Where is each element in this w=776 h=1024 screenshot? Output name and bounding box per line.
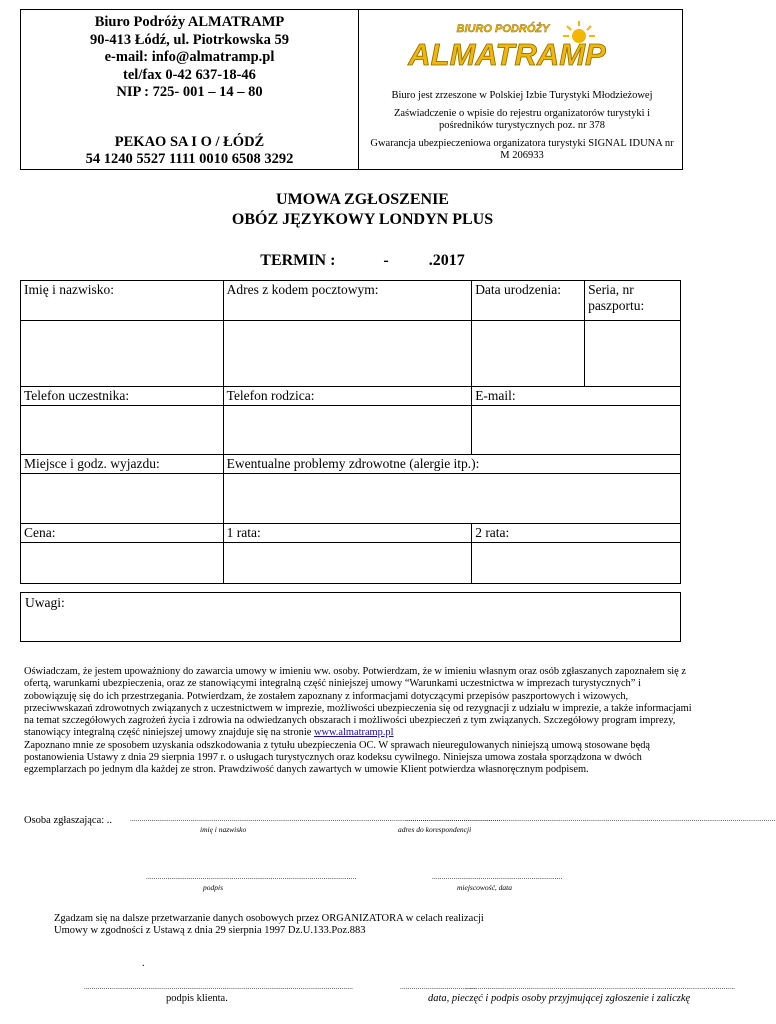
sign-caption: podpis xyxy=(203,883,224,892)
address-caption: adres do korespondencji xyxy=(398,825,472,834)
address-field[interactable] xyxy=(223,321,472,387)
rate1-field[interactable] xyxy=(223,543,472,584)
header-divider xyxy=(358,10,359,169)
consent-line-1: Zgadzam się na dalsze przetwarzanie danych osobowych przez ORGANIZATORA w celach realizacji xyxy=(54,913,484,924)
name-field[interactable] xyxy=(21,321,224,387)
address-dotted-line[interactable]: .............................................................................................................................................................................................. xyxy=(405,815,776,823)
bank-name: PEKAO SA I O / ŁÓDŹ xyxy=(114,134,265,150)
agent-dotted-line-left[interactable]: ....................................... xyxy=(400,983,477,991)
bank-account: 54 1240 5527 1111 0010 6508 3292 xyxy=(85,151,294,167)
company-name: Biuro Podróży ALMATRAMP xyxy=(94,14,285,30)
place-date-caption: miejscowość, data xyxy=(457,883,512,892)
price-field[interactable] xyxy=(21,543,224,584)
dot-mark: . xyxy=(142,958,145,969)
rate2-label: 2 rata: xyxy=(472,524,681,543)
address-label: Adres z kodem pocztowym: xyxy=(223,281,472,321)
passport-label: Seria, nr paszportu: xyxy=(585,281,681,321)
declaration-body: Oświadczam, że jestem upoważniony do zawarcia umowy w imieniu ww. osoby. Potwierdzam, że w imieniu własnym oraz osób zgłaszanych zapoznałem się z ofertą, warunkami ubezpieczenia, oraz ze stanowiącymi integralną część niniejszej umowy “Warunkami uczestnictwa w imprezach turystycznych” i zobowiązuję się do ich przestrzegania. Potwierdzam, że zostałem zapoznany z informacjami dotyczącymi przepisów paszportowych i wizowych, przeciwwskazań zdrowotnych związanych z uczestnictwem w imprezie, możliwości ubezpieczenia się od rezygnacji z udziału w imprezie, a także informacjami na temat szczegółowych zagrożeń życia i zdrowia na odwiedzanych obszarach i możliwości ubezpieczeń z tym związanych. Szczegółowy program imprezy, stanowiący integralną część niniejszej umowy znajduje się na stronie xyxy=(24,666,692,739)
name-caption: imię i nazwisko xyxy=(200,825,247,834)
title-line-2: OBÓZ JĘZYKOWY LONDYN PLUS xyxy=(231,211,494,228)
birth-field[interactable] xyxy=(472,321,585,387)
remarks-label: Uwagi: xyxy=(25,595,65,610)
email-field[interactable] xyxy=(472,406,681,455)
phone-parent-label: Telefon rodzica: xyxy=(223,387,472,406)
header-box xyxy=(20,9,683,170)
sign-dotted-line[interactable]: ............................................................................................................ xyxy=(146,873,357,881)
place-date-dotted-line[interactable]: ................................................................... xyxy=(432,873,563,881)
phone-parent-field[interactable] xyxy=(223,406,472,455)
document-title xyxy=(20,190,705,230)
company-email: e-mail: info@almatramp.pl xyxy=(104,49,275,65)
note-guarantee: Gwarancja ubezpieczeniowa organizatora turystyki SIGNAL IDUNA nr M 206933 xyxy=(370,138,674,161)
client-caption: podpis klienta. xyxy=(166,993,228,1004)
application-form xyxy=(20,280,681,584)
phone-participant-field[interactable] xyxy=(21,406,224,455)
phone-participant-label: Telefon uczestnika: xyxy=(21,387,224,406)
title-line-1: UMOWA ZGŁOSZENIE xyxy=(276,191,449,208)
health-label: Ewentualne problemy zdrowotne (alergie itp.): xyxy=(223,455,680,474)
logo-main-text: ALMATRAMP xyxy=(408,37,606,72)
termin-line: TERMIN : - .2017 xyxy=(260,252,465,269)
bank-info xyxy=(21,134,358,168)
organizer-notes xyxy=(366,90,678,168)
company-nip: NIP : 725- 001 – 14 – 80 xyxy=(116,84,263,100)
person-label: Osoba zgłaszająca: .. xyxy=(24,815,113,826)
departure-field[interactable] xyxy=(21,474,224,524)
declaration-part-1 xyxy=(24,666,692,740)
company-address: 90-413 Łódź, ul. Piotrkowska 59 xyxy=(90,31,289,48)
note-membership: Biuro jest zrzeszone w Polskiej Izbie Turystyki Młodzieżowej xyxy=(391,90,653,101)
departure-label: Miejsce i godz. wyjazdu: xyxy=(21,455,224,474)
rate2-field[interactable] xyxy=(472,543,681,584)
email-label: E-mail: xyxy=(472,387,681,406)
client-dotted-line[interactable]: .......................................................................................................................................... xyxy=(84,983,354,991)
declaration-text xyxy=(24,666,692,777)
passport-field[interactable] xyxy=(585,321,681,387)
price-label: Cena: xyxy=(21,524,224,543)
name-dotted-line[interactable]: .............................................................................................................................................................................................. xyxy=(130,815,501,823)
declaration-part-2: Zapoznano mnie ze sposobem uzyskania odszkodowania z tytułu ubezpieczenia OC. W sprawach nieuregulowanych niniejszą umową stosowane będą postanowienia Ustawy z dnia 29 sierpnia 1997 r. o usługach turystycznych oraz kodeksu cywilnego. Niniejsza umowa została sporządzona w dwóch egzemplarzach po jednym dla każdej ze stron. Prawdziwość danych zawartych w umowie Klient potwierdza własnoręcznym podpisem. xyxy=(24,739,651,776)
name-label: Imię i nazwisko: xyxy=(21,281,224,321)
note-registry: Zaświadczenie o wpisie do rejestru organizatorów turystyki i pośredników turystycznych poz. nr 378 xyxy=(393,108,651,131)
company-info xyxy=(21,14,358,102)
logo-top-text: BIURO PODRÓŻY xyxy=(456,23,550,35)
consent-line-2: Umowy w zgodności z Ustawą z dnia 29 sierpnia 1997 Dz.U.133.Poz.883 xyxy=(54,925,366,936)
agent-dotted-line-right[interactable]: .......................................................................................................................................... xyxy=(466,983,736,991)
remarks-box[interactable] xyxy=(20,592,681,642)
birth-label: Data urodzenia: xyxy=(472,281,585,321)
program-link[interactable]: www.almatramp.pl xyxy=(313,727,394,739)
company-phone: tel/fax 0-42 637-18-46 xyxy=(123,66,256,83)
almatramp-logo xyxy=(408,18,606,78)
agent-caption: data, pieczęć i podpis osoby przyjmującej zgłoszenie i zaliczkę xyxy=(428,993,691,1004)
rate1-label: 1 rata: xyxy=(223,524,472,543)
health-field[interactable] xyxy=(223,474,680,524)
